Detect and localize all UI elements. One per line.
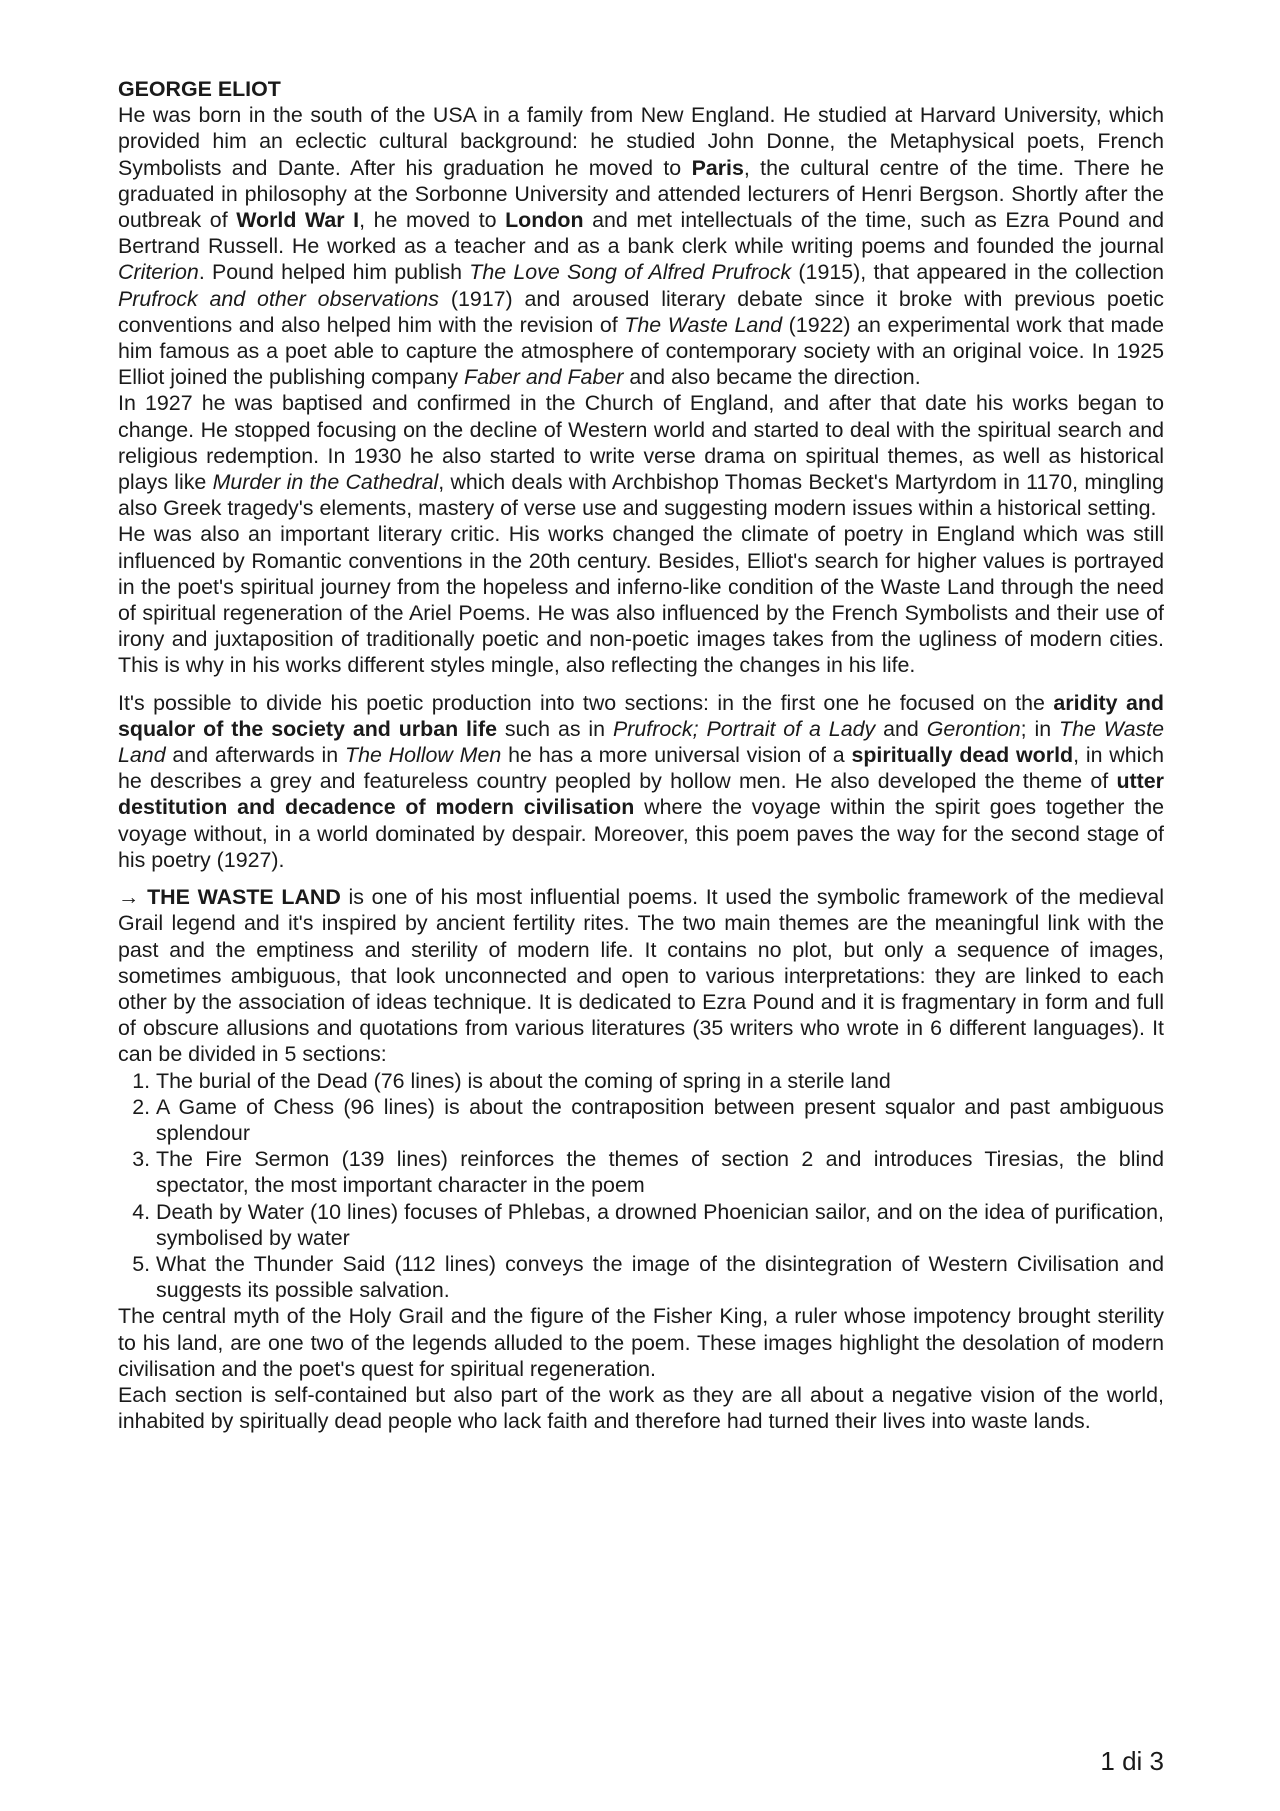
paragraph-biography — [118, 102, 1164, 390]
paragraph-production — [118, 690, 1164, 873]
text-run: he has a more universal vision of a — [501, 743, 852, 768]
arrow-icon: → — [118, 885, 148, 910]
text-run: ; in — [1020, 716, 1060, 741]
text-run: (1922) an experimental work that made him famous as a poet able to capture the atmosphere of contemporary society with an original voice. In 1925 Elliot joined the publishing company — [118, 312, 1164, 390]
text-italic-waste-land: The Waste Land — [624, 312, 783, 337]
text-italic-gerontion: Gerontion — [926, 716, 1021, 741]
paragraph-conclusion: Each section is self-contained but also part of the work as they are all about a negative vision of the world, inhabited by spiritually dead people who lack faith and therefore had turned their lives into waste lands. — [118, 1382, 1164, 1434]
text-run: , he moved to — [359, 208, 506, 233]
text-italic-faber: Faber and Faber — [464, 365, 624, 390]
text-run: and — [875, 716, 927, 741]
text-run: and met intellectuals of the time, such as Ezra Pound and Bertrand Russell. He worked as a teacher and as a bank clerk while writing poems and founded the journal — [118, 208, 1164, 259]
text-bold-ww1: World War I — [236, 208, 360, 233]
text-run: , in which he describes a grey and featureless country peopled by hollow men. He also developed the theme of — [118, 743, 1164, 794]
list-item: 5. What the Thunder Said (112 lines) conveys the image of the disintegration of Western Civilisation and suggests its possible salvation. — [156, 1251, 1164, 1303]
text-run: He was born in the south of the USA in a family from New England. He studied at Harvard University, which provided him an eclectic cultural background: he studied John Donne, the Metaphysical poets, French Symbolists and Dante. After his graduation he moved to — [118, 103, 1164, 180]
text-run: is one of his most influential poems. It used the symbolic framework of the medieval Grail legend and it's inspired by ancient fertility rites. The two main themes are the meaningful link with the past and the emptiness and sterility of modern life. It contains no plot, but only a sequence of images, sometimes ambiguous, that look unconnected and open to various interpretations: they are linked to each other by the association of ideas technique. It is dedicated to Ezra Pound and it is fragmentary in form and full of obscure allusions and quotations from various literatures (35 writers who wrote in 6 different languages). It can be divided in 5 sections: — [118, 885, 1164, 1067]
document-page — [118, 76, 1164, 1434]
text-run: , which deals with Archbishop Thomas Becket's Martyrdom in 1170, mingling also Greek tragedy's elements, mastery of verse use and suggesting modern issues within a historical setting. — [118, 470, 1165, 521]
text-run: such as in — [496, 716, 613, 741]
text-run: (1917) and aroused literary debate since it broke with previous poetic conventions and also helped him with the revision of — [118, 286, 1164, 337]
list-item: 2. A Game of Chess (96 lines) is about the contraposition between present squalor and past ambiguous splendour — [156, 1094, 1164, 1146]
text-italic-collection: Prufrock and other observations — [118, 286, 439, 311]
text-italic-portrait: Prufrock; Portrait of a Lady — [612, 716, 876, 741]
sections-list — [118, 1068, 1164, 1304]
text-run: It's possible to divide his poetic production into two sections: in the first one he focused on the — [118, 690, 1054, 715]
text-italic-murder: Murder in the Cathedral — [212, 470, 439, 495]
text-bold-waste-land: THE WASTE LAND — [147, 885, 341, 910]
text-bold-aridity: aridity and squalor of the society and urban life — [118, 690, 1164, 741]
document-title: GEORGE ELIOT — [118, 77, 281, 101]
page-number: 1 di 3 — [1100, 1746, 1164, 1776]
text-run: , the cultural centre of the time. There he graduated in philosophy at the Sorbonne University and attended lecturers of Henri Bergson. Shortly after the outbreak of — [118, 155, 1164, 233]
list-item: 1. The burial of the Dead (76 lines) is about the coming of spring in a sterile land — [156, 1068, 1164, 1094]
text-run: where the voyage within the spirit goes together the voyage without, in a world dominated by despair. Moreover, this poem paves the way for the second stage of his poetry (1927). — [118, 795, 1164, 872]
paragraph-holy-grail: The central myth of the Holy Grail and the figure of the Fisher King, a ruler whose impotency brought sterility to his land, are one two of the legends alluded to the poem. These images highlight the desolation of modern civilisation and the poet's quest for spiritual regeneration. — [118, 1304, 1164, 1381]
text-run: . Pound helped him publish — [198, 260, 470, 285]
text-italic-hollow-men: The Hollow Men — [345, 743, 502, 768]
text-italic-waste-land: The Waste Land — [118, 716, 1165, 768]
text-run: and afterwards in — [165, 743, 346, 768]
text-italic-criterion: Criterion — [118, 260, 199, 285]
list-item: 3. The Fire Sermon (139 lines) reinforces the themes of section 2 and introduces Tiresias, the blind spectator, the most important character in the poem — [156, 1146, 1164, 1198]
text-bold-destitution: utter destitution and decadence of modern civilisation — [118, 769, 1164, 820]
text-run: and also became the direction. — [623, 365, 921, 390]
paragraph-waste-land — [118, 884, 1164, 1067]
text-bold-dead-world: spiritually dead world — [851, 743, 1074, 768]
list-item: 4. Death by Water (10 lines) focuses of Phlebas, a drowned Phoenician sailor, and on the idea of purification, symbolised by water — [156, 1199, 1164, 1251]
text-run: (1915), that appeared in the collection — [791, 260, 1164, 285]
text-bold-london: London — [505, 208, 584, 233]
paragraph-critic: He was also an important literary critic. His works changed the climate of poetry in England which was still influenced by Romantic conventions in the 20th century. Besides, Elliot's search for higher values is portrayed in the poet's spiritual journey from the hopeless and inferno-like condition of the Waste Land through the need of spiritual regeneration of the Ariel Poems. He was also influenced by the French Symbolists and their use of irony and juxtaposition of traditionally poetic and non-poetic images takes from the ugliness of modern cities. This is why in his works different styles mingle, also reflecting the changes in his life. — [118, 522, 1164, 678]
paragraph-conversion — [118, 390, 1164, 521]
text-run: In 1927 he was baptised and confirmed in the Church of England, and after that date his works began to change. He stopped focusing on the decline of Western world and started to deal with the spiritual search and religious redemption. In 1930 he also started to write verse drama on spiritual themes, as well as historical plays like — [118, 391, 1164, 495]
text-bold-paris: Paris — [691, 155, 744, 180]
text-italic-prufrock: The Love Song of Alfred Prufrock — [469, 260, 792, 285]
